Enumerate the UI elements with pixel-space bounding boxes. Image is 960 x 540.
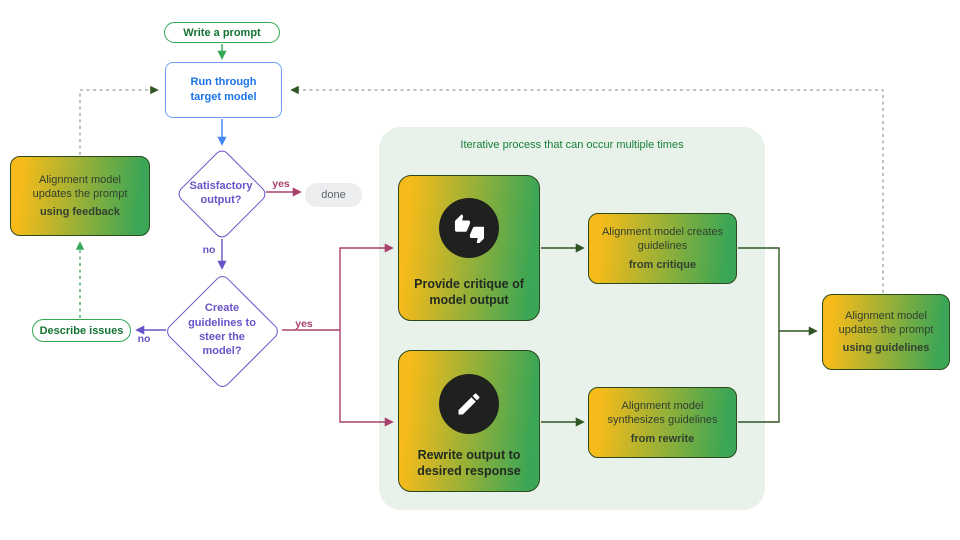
- describe-issues-pill: [32, 319, 131, 342]
- write-prompt-label: Write a prompt: [183, 26, 261, 39]
- update-guidelines-bold: using guidelines: [842, 342, 930, 355]
- describe-issues-label: Describe issues: [39, 324, 124, 337]
- edge-label-satisfactory-no: no: [202, 244, 216, 256]
- create-guidelines-label: Create guidelines to steer the model?: [188, 302, 256, 358]
- rewrite-output-box: [398, 350, 540, 492]
- edge-guidelines-merge: [738, 248, 779, 422]
- update-guidelines-text: Alignment model updates the prompt: [838, 309, 934, 336]
- done-pill: [305, 183, 362, 207]
- feedback-update-box: [10, 156, 150, 236]
- thumbs-up-down-icon: [439, 198, 499, 258]
- synthesizes-guidelines-text: Alignment model synthesizes guidelines: [607, 400, 718, 427]
- provide-critique-box: [398, 175, 540, 321]
- creates-guidelines-bold: from critique: [628, 258, 697, 271]
- edge-feedback-to-run-dashed: [80, 90, 157, 155]
- done-label: done: [321, 189, 346, 201]
- synthesizes-guidelines-bold: from rewrite: [630, 432, 695, 445]
- edge-label-guidelines-no: no: [137, 333, 151, 345]
- write-prompt-pill: [164, 22, 280, 43]
- synthesizes-guidelines-box: [588, 387, 737, 458]
- satisfactory-output-label: Satisfactory output?: [189, 179, 253, 206]
- run-target-model-box: [165, 62, 282, 118]
- feedback-update-text: Alignment model updates the prompt: [32, 173, 128, 200]
- provide-critique-label: Provide critique of model output: [414, 276, 524, 307]
- creates-guidelines-text: Alignment model creates guidelines: [601, 226, 724, 253]
- edge-yes-to-rewrite: [340, 330, 392, 422]
- update-guidelines-box: [822, 294, 950, 370]
- iterative-process-label: Iterative process that can occur multiple times: [460, 139, 684, 151]
- edge-label-guidelines-yes: yes: [295, 318, 313, 330]
- edge-label-satisfactory-yes: yes: [272, 178, 290, 190]
- run-target-model-label: Run through target model: [190, 76, 257, 103]
- feedback-update-bold: using feedback: [39, 206, 121, 219]
- rewrite-output-label: Rewrite output to desired response: [417, 447, 521, 478]
- creates-guidelines-box: [588, 213, 737, 284]
- pencil-icon: [439, 374, 499, 434]
